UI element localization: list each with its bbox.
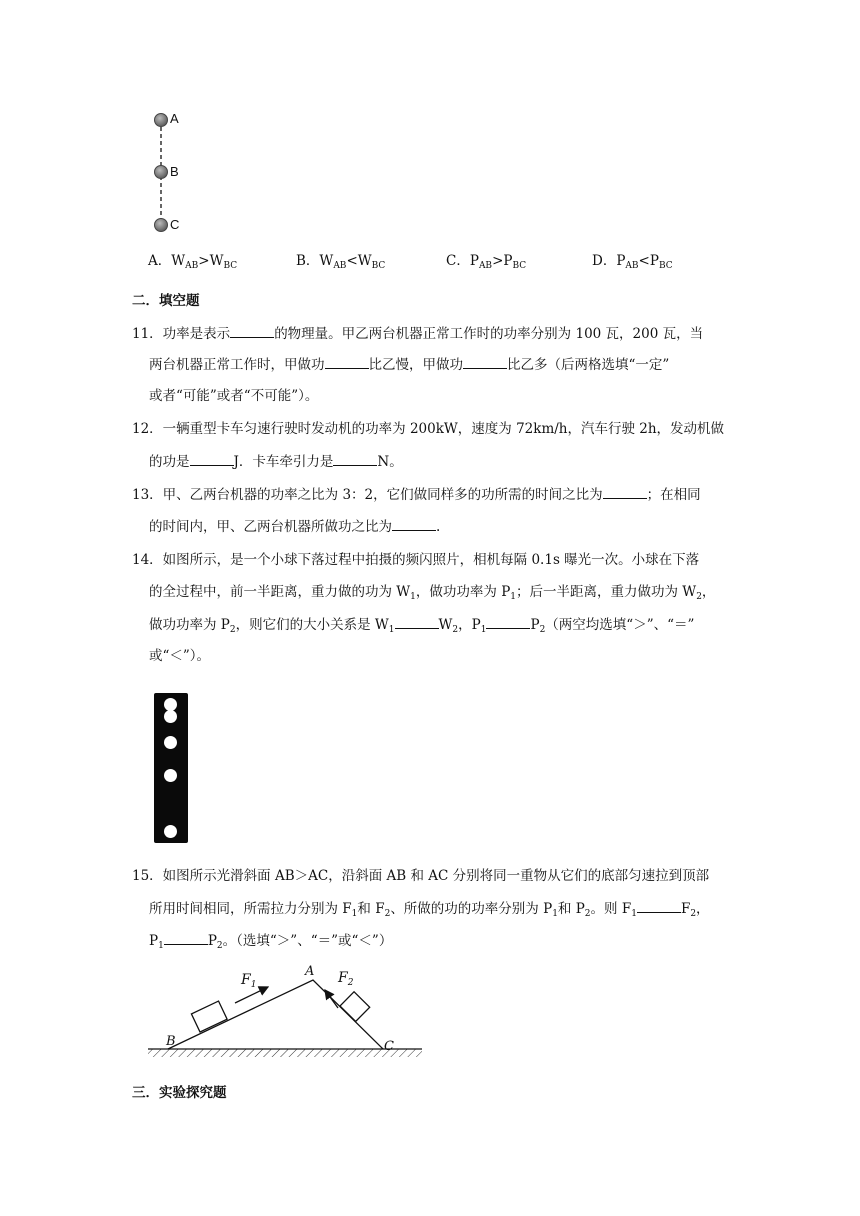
- answer-blank[interactable]: [230, 323, 274, 338]
- answer-blank[interactable]: [603, 484, 647, 499]
- q13-line-1: 13．甲、乙两台机器的功率之比为 3：2，它们做同样多的功所需的时间之比为 ；在相同: [132, 484, 701, 505]
- block-on-ab: [191, 1001, 227, 1032]
- ball-label-a: A: [170, 111, 179, 126]
- ball-label-b: B: [170, 164, 179, 179]
- incline-figure: [148, 960, 423, 1070]
- q12-line-2: 的功是 J．卡车牵引力是 N。: [149, 451, 403, 472]
- label-f2: $F_2$: [338, 970, 354, 988]
- ball-image-2: [164, 710, 177, 723]
- answer-blank[interactable]: [190, 451, 234, 466]
- ball-c: [154, 218, 168, 232]
- q15-line-2: 所用时间相同，所需拉力分别为 $F_1$和 $F_2$、所做的功的功率分别为 $P_1$和 $P_2$。则 $F_1$ $F_2$，: [149, 898, 710, 919]
- label-c: C: [384, 1039, 394, 1054]
- q15-line-3: $P_1$ $P_2$。（选填“＞”、“＝”或“＜”）: [149, 930, 392, 951]
- q11-line-3: 或者“可能”或者“不可能”）。: [149, 388, 319, 404]
- q10-option-b: B．$W_{AB}<W_{BC}$: [296, 253, 386, 271]
- q10-option-a: A．$W_{AB}>W_{BC}$: [148, 253, 238, 271]
- answer-blank[interactable]: [333, 451, 377, 466]
- answer-blank[interactable]: [637, 898, 681, 913]
- ball-b: [154, 165, 168, 179]
- answer-blank[interactable]: [325, 354, 369, 369]
- force-arrow-f2: [325, 990, 338, 1008]
- q13-line-2: 的时间内，甲、乙两台机器所做功之比为 .: [149, 516, 440, 537]
- q15-line-1: 15．如图所示光滑斜面 AB＞AC，沿斜面 AB 和 AC 分别将同一重物从它们的底部匀速拉到顶部: [132, 868, 710, 884]
- answer-blank[interactable]: [395, 614, 439, 629]
- label-f1: $F_1$: [241, 972, 257, 990]
- strobe-photo: [154, 693, 188, 843]
- q14-line-2: 的全过程中，前一半距离，重力做的功为 $W_1$，做功功率为 $P_1$；后一半距离，重力做功为 $W_2$，: [149, 584, 716, 602]
- label-b: B: [166, 1034, 176, 1049]
- q10-option-c: C．$P_{AB}>P_{BC}$: [446, 253, 527, 271]
- answer-blank[interactable]: [164, 930, 208, 945]
- ball-a: [154, 113, 168, 127]
- label-a: A: [305, 964, 315, 979]
- block-on-ac: [340, 992, 370, 1022]
- q11-line-1: 11．功率是表示 的物理量。甲乙两台机器正常工作时的功率分别为 100 瓦，200 瓦，当: [132, 323, 703, 344]
- q14-line-4: 或“＜”）。: [149, 648, 211, 664]
- answer-blank[interactable]: [486, 614, 530, 629]
- ball-label-c: C: [170, 217, 180, 232]
- answer-blank[interactable]: [392, 516, 436, 531]
- ball-image-5: [164, 825, 177, 838]
- q10-option-d: D．$P_{AB}<P_{BC}$: [592, 253, 673, 271]
- ground-hatching: [148, 1049, 422, 1057]
- section-heading-fill-in: 二．填空题: [132, 293, 200, 309]
- answer-blank[interactable]: [463, 354, 507, 369]
- section-heading-experiment: 三．实验探究题: [132, 1085, 227, 1101]
- ball-image-4: [164, 769, 177, 782]
- q12-line-1: 12．一辆重型卡车匀速行驶时发动机的功率为 200kW，速度为 72km/h，汽车行驶 2h，发动机做: [132, 421, 725, 437]
- q14-line-1: 14．如图所示，是一个小球下落过程中拍摄的频闪照片，相机每隔 0.1s 曝光一次。小球在下落: [132, 552, 700, 568]
- q14-line-3: 做功功率为 $P_2$，则它们的大小关系是 $W_1$ $W_2$，$P_1$ $P_2$（两空均选填“＞”、“＝”: [149, 614, 694, 635]
- ball-image-3: [164, 736, 177, 749]
- q11-line-2: 两台机器正常工作时，甲做功 比乙慢，甲做功 比乙多（后两格选填“一定”: [149, 354, 669, 375]
